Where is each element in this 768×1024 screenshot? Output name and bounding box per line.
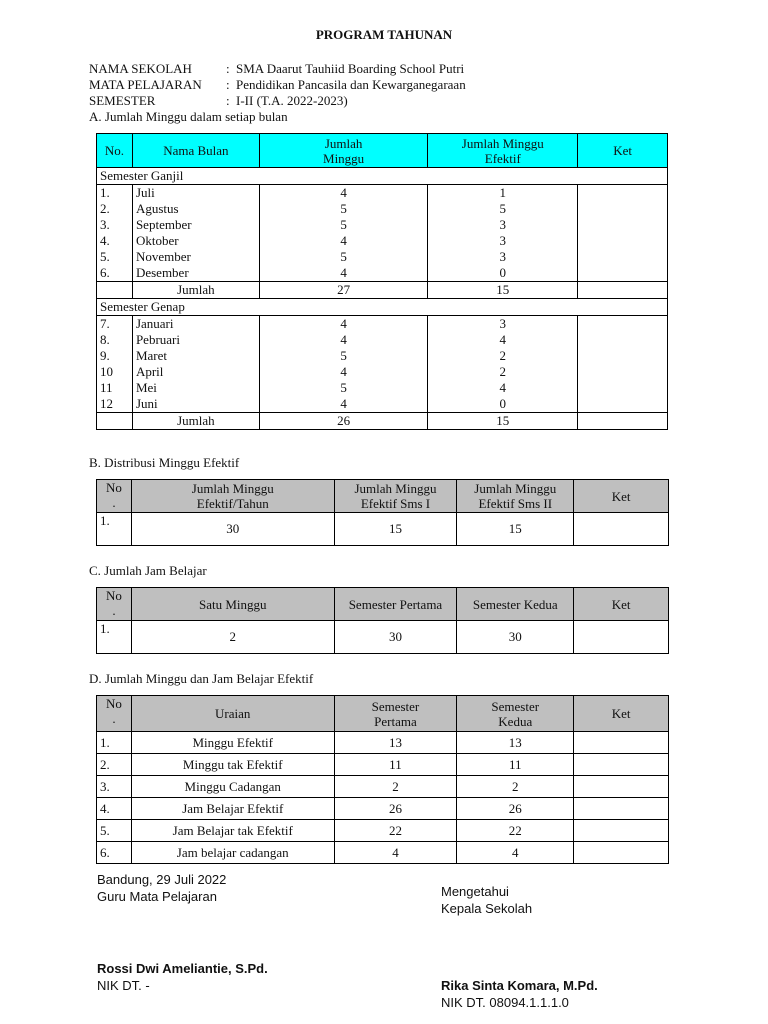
right-role: Kepala Sekolah (441, 901, 533, 916)
table-row (97, 798, 669, 820)
cell-no: 12 (97, 396, 133, 413)
table-row (97, 513, 669, 546)
info-label: NAMA SEKOLAH (89, 61, 192, 76)
cell-ket (578, 316, 668, 333)
cell-ket (578, 413, 668, 430)
cell-ket (574, 798, 669, 820)
table-row (97, 621, 669, 654)
cell-description: Jam Belajar tak Efektif (131, 820, 334, 842)
right-ack: Mengetahui (441, 884, 509, 899)
cell-no: 9. (97, 348, 133, 364)
cell-description: Minggu Cadangan (131, 776, 334, 798)
cell-month: Oktober (132, 233, 259, 249)
info-sep: : (226, 77, 230, 92)
cell-no: 5. (97, 249, 133, 265)
cell-no: 6. (97, 842, 132, 864)
total-row (97, 413, 668, 430)
semester-label-row (97, 299, 668, 316)
col-header-2: Jumlah Minggu (259, 134, 428, 168)
total-weeks: 27 (259, 282, 428, 299)
table-row (97, 842, 669, 864)
table-row (97, 233, 668, 249)
cell-ket (574, 513, 669, 546)
cell-description: Minggu Efektif (131, 732, 334, 754)
right-name: Rika Sinta Komara, M.Pd. (441, 978, 598, 993)
cell-sms2: 15 (457, 513, 574, 546)
table-study-hours (96, 587, 669, 654)
right-nik: NIK DT. 08094.1.1.1.0 (441, 995, 569, 1010)
cell-weeks: 4 (259, 332, 428, 348)
cell-ket (578, 364, 668, 380)
cell-effective: 5 (428, 201, 578, 217)
total-weeks: 26 (259, 413, 428, 430)
cell-ket (578, 201, 668, 217)
cell-weeks: 5 (259, 380, 428, 396)
cell-month: Desember (132, 265, 259, 282)
col-header-2: Semester Pertama (334, 588, 457, 621)
col-header-4: Ket (574, 480, 669, 513)
cell-second-semester: 2 (457, 776, 574, 798)
table-row (97, 201, 668, 217)
col-header-4: Ket (574, 696, 669, 732)
cell-no: 1. (97, 621, 132, 654)
cell-no: 4. (97, 798, 132, 820)
table-row (97, 316, 668, 333)
cell-ket (578, 332, 668, 348)
cell-description: Jam belajar cadangan (131, 842, 334, 864)
cell-first-semester: 11 (334, 754, 457, 776)
cell-weeks: 5 (259, 348, 428, 364)
total-label: Jumlah (132, 282, 259, 299)
col-header-0: No. (97, 134, 133, 168)
cell-no: 8. (97, 332, 133, 348)
info-subject (89, 77, 466, 93)
col-header-1: Uraian (131, 696, 334, 732)
semester-label-row (97, 168, 668, 185)
cell-ket (578, 282, 668, 299)
cell-ket (578, 348, 668, 364)
cell-effective: 3 (428, 233, 578, 249)
col-header-3: Jumlah Minggu Efektif (428, 134, 578, 168)
section-d-title: D. Jumlah Minggu dan Jam Belajar Efektif (89, 671, 314, 686)
col-header-4: Ket (574, 588, 669, 621)
cell-second-semester: 11 (457, 754, 574, 776)
cell-description: Minggu tak Efektif (131, 754, 334, 776)
cell-effective: 2 (428, 364, 578, 380)
cell-effective: 3 (428, 249, 578, 265)
cell-one-week: 2 (131, 621, 334, 654)
total-row (97, 282, 668, 299)
col-header-2: Semester Pertama (334, 696, 457, 732)
cell-no: 11 (97, 380, 133, 396)
cell-ket (574, 732, 669, 754)
cell-effective: 0 (428, 396, 578, 413)
table-row (97, 332, 668, 348)
col-header-3: Jumlah Minggu Efektif Sms II (457, 480, 574, 513)
col-header-0: No . (97, 588, 132, 621)
cell-no: 1. (97, 513, 132, 546)
info-label: MATA PELAJARAN (89, 77, 202, 92)
cell-no: 1. (97, 185, 133, 202)
table-row (97, 217, 668, 233)
col-header-0: No . (97, 480, 132, 513)
col-header-1: Jumlah Minggu Efektif/Tahun (131, 480, 334, 513)
cell-description: Jam Belajar Efektif (131, 798, 334, 820)
cell-second-semester: 4 (457, 842, 574, 864)
cell-effective: 4 (428, 380, 578, 396)
cell-weeks: 4 (259, 364, 428, 380)
cell-no: 5. (97, 820, 132, 842)
cell-no: 3. (97, 217, 133, 233)
table-effective-weeks-and-hours (96, 695, 669, 864)
col-header-4: Ket (578, 134, 668, 168)
table-row (97, 249, 668, 265)
cell-no: 10 (97, 364, 133, 380)
cell-ket (578, 217, 668, 233)
cell-weeks: 5 (259, 249, 428, 265)
cell-effective: 0 (428, 265, 578, 282)
col-header-3: Semester Kedua (457, 696, 574, 732)
signature-right (441, 883, 532, 917)
cell-weeks: 4 (259, 396, 428, 413)
cell-ket (574, 776, 669, 798)
left-nik: NIK DT. - (97, 978, 150, 993)
cell-no: 3. (97, 776, 132, 798)
table-row (97, 396, 668, 413)
info-value: Pendidikan Pancasila dan Kewarganegaraan (236, 77, 466, 92)
info-school (89, 61, 464, 77)
cell-weeks: 5 (259, 201, 428, 217)
cell-effective: 2 (428, 348, 578, 364)
cell-weeks: 4 (259, 185, 428, 202)
cell-no (97, 413, 133, 430)
cell-month: Juli (132, 185, 259, 202)
cell-month: Pebruari (132, 332, 259, 348)
cell-no (97, 282, 133, 299)
cell-no: 2. (97, 754, 132, 776)
cell-first-semester: 2 (334, 776, 457, 798)
cell-no: 4. (97, 233, 133, 249)
cell-effective: 3 (428, 217, 578, 233)
col-header-3: Semester Kedua (457, 588, 574, 621)
cell-no: 2. (97, 201, 133, 217)
table-effective-week-distribution (96, 479, 669, 546)
cell-ket (578, 396, 668, 413)
cell-ket (578, 185, 668, 202)
cell-effective: 3 (428, 316, 578, 333)
total-effective: 15 (428, 413, 578, 430)
cell-month: September (132, 217, 259, 233)
cell-no: 7. (97, 316, 133, 333)
cell-ket (578, 233, 668, 249)
info-sep: : (226, 61, 230, 76)
cell-effective: 4 (428, 332, 578, 348)
table-row (97, 820, 669, 842)
cell-second-semester: 26 (457, 798, 574, 820)
cell-per-year: 30 (131, 513, 334, 546)
table-row (97, 380, 668, 396)
cell-no: 1. (97, 732, 132, 754)
info-semester (89, 93, 348, 109)
cell-first-semester: 22 (334, 820, 457, 842)
table-row (97, 265, 668, 282)
table-row (97, 754, 669, 776)
cell-first-semester: 13 (334, 732, 457, 754)
col-header-1: Nama Bulan (132, 134, 259, 168)
col-header-0: No . (97, 696, 132, 732)
document-title: PROGRAM TAHUNAN (315, 27, 453, 42)
cell-sms1: 15 (334, 513, 457, 546)
cell-weeks: 4 (259, 265, 428, 282)
cell-month: April (132, 364, 259, 380)
section-a-title: A. Jumlah Minggu dalam setiap bulan (89, 109, 288, 124)
cell-ket (578, 380, 668, 396)
cell-first-semester: 30 (334, 621, 457, 654)
cell-weeks: 4 (259, 316, 428, 333)
cell-first-semester: 26 (334, 798, 457, 820)
table-weeks-per-month (96, 133, 668, 430)
table-row (97, 776, 669, 798)
section-b-title: B. Distribusi Minggu Efektif (89, 455, 240, 470)
cell-weeks: 4 (259, 233, 428, 249)
cell-effective: 1 (428, 185, 578, 202)
col-header-2: Jumlah Minggu Efektif Sms I (334, 480, 457, 513)
left-name: Rossi Dwi Ameliantie, S.Pd. (97, 961, 268, 976)
section-c-title: C. Jumlah Jam Belajar (89, 563, 207, 578)
table-row (97, 364, 668, 380)
info-value: I-II (T.A. 2022-2023) (236, 93, 348, 108)
cell-ket (574, 621, 669, 654)
cell-month: November (132, 249, 259, 265)
cell-month: Agustus (132, 201, 259, 217)
cell-no: 6. (97, 265, 133, 282)
cell-ket (578, 265, 668, 282)
cell-second-semester: 22 (457, 820, 574, 842)
cell-month: Mei (132, 380, 259, 396)
cell-ket (574, 820, 669, 842)
cell-weeks: 5 (259, 217, 428, 233)
info-value: SMA Daarut Tauhiid Boarding School Putri (236, 61, 465, 76)
cell-second-semester: 13 (457, 732, 574, 754)
table-row (97, 185, 668, 202)
semester-label: Semester Ganjil (97, 168, 668, 185)
cell-ket (574, 842, 669, 864)
place-date: Bandung, 29 Juli 2022 (97, 872, 227, 887)
semester-label: Semester Genap (97, 299, 668, 316)
col-header-1: Satu Minggu (131, 588, 334, 621)
left-role: Guru Mata Pelajaran (97, 889, 217, 904)
table-row (97, 348, 668, 364)
total-label: Jumlah (132, 413, 259, 430)
cell-month: Januari (132, 316, 259, 333)
info-sep: : (226, 93, 230, 108)
cell-first-semester: 4 (334, 842, 457, 864)
cell-month: Maret (132, 348, 259, 364)
cell-ket (574, 754, 669, 776)
cell-month: Juni (132, 396, 259, 413)
info-label: SEMESTER (89, 93, 156, 108)
table-row (97, 732, 669, 754)
signature-left (97, 871, 226, 905)
total-effective: 15 (428, 282, 578, 299)
cell-ket (578, 249, 668, 265)
cell-second-semester: 30 (457, 621, 574, 654)
